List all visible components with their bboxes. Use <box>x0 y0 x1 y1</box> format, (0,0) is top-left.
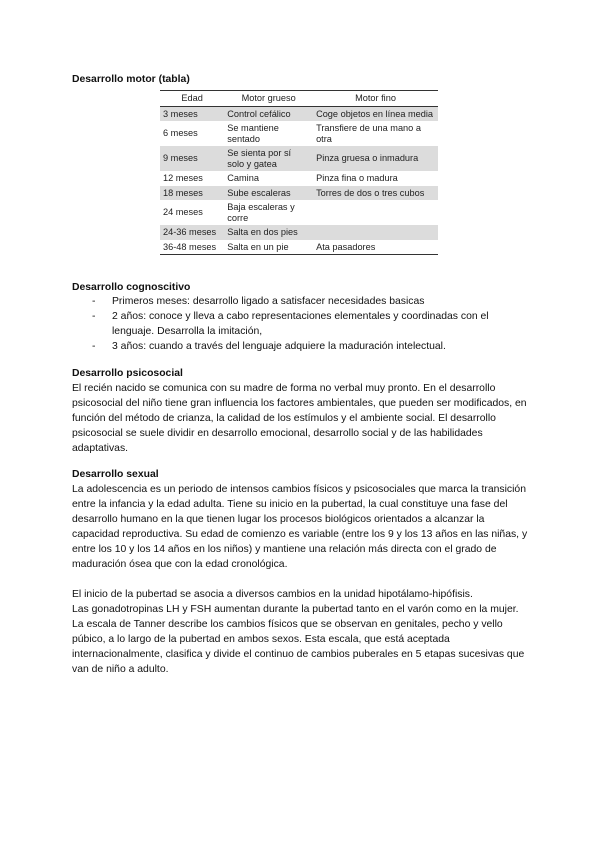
cell-grueso: Salta en un pie <box>224 240 313 255</box>
list-item: - 3 años: cuando a través del lenguaje adquiere la maduración intelectual. <box>92 339 522 354</box>
cell-edad: 9 meses <box>160 146 224 171</box>
cell-edad: 36-48 meses <box>160 240 224 255</box>
cell-edad: 12 meses <box>163 173 203 183</box>
table-row <box>160 121 438 146</box>
sexual-paragraph-2: El inicio de la pubertad se asocia a diversos cambios en la unidad hipotálamo-hipófisis. <box>72 589 473 600</box>
cell-grueso: Sube escaleras <box>224 186 313 201</box>
motor-development-table <box>160 90 438 255</box>
header-motor-fino: Motor fino <box>313 91 438 107</box>
table-row <box>160 186 438 201</box>
cell-edad: 24 meses <box>163 207 203 218</box>
cell-grueso: Se sienta por sí solo y gatea <box>224 146 313 171</box>
sexual-paragraph-3: Las gonadotropinas LH y FSH aumentan durante la pubertad tanto en el varón como en la mujer. <box>72 604 519 615</box>
cell-edad: 24-36 meses <box>160 225 224 240</box>
cell-grueso: Camina <box>227 173 259 183</box>
cell-fino: Pinza fina o madura <box>316 173 398 183</box>
table-row <box>160 146 438 171</box>
cell-fino: Transfiere de una mano a otra <box>316 123 421 144</box>
cognoscitivo-title: Desarrollo cognoscitivo <box>72 282 191 293</box>
table-row <box>160 106 438 121</box>
cell-edad: 3 meses <box>160 106 224 121</box>
table-row <box>160 171 438 186</box>
motor-development-table-wrap <box>160 90 438 255</box>
header-edad: Edad <box>160 91 224 107</box>
table-row <box>160 240 438 255</box>
psicosocial-paragraph: El recién nacido se comunica con su madre de forma no verbal muy pronto. En el desarrollo psicosocial del niño tiene gran influencia los factores ambientales, que pueden ser modificados, en función del método de crianza, la calidad de los estímulos y el ambiente social. El desarrollo psicosocial se suele dividir en desarrollo emocional, desarrollo social y de las habilidades adaptativas. <box>72 383 527 454</box>
table-row <box>160 200 438 225</box>
cell-grueso: Baja escaleras y corre <box>227 202 295 223</box>
psicosocial-title: Desarrollo psicosocial <box>72 368 183 379</box>
list-item: - 2 años: conoce y lleva a cabo representaciones elementales y coordinadas con el lenguaje. Desarrolla la imitación, <box>92 309 522 339</box>
motor-table-title: Desarrollo motor (tabla) <box>72 74 190 85</box>
cognoscitivo-list <box>92 294 522 354</box>
cell-grueso: Control cefálico <box>224 106 313 121</box>
table-row <box>160 225 438 240</box>
sexual-title: Desarrollo sexual <box>72 469 159 480</box>
header-motor-grueso: Motor grueso <box>224 91 313 107</box>
cell-fino: Pinza gruesa o inmadura <box>313 146 438 171</box>
psicosocial-text-wrap <box>72 381 532 456</box>
cell-edad: 18 meses <box>160 186 224 201</box>
cell-fino: Ata pasadores <box>313 240 438 255</box>
cell-fino <box>313 200 438 225</box>
cell-fino: Torres de dos o tres cubos <box>313 186 438 201</box>
cell-fino: Coge objetos en línea media <box>313 106 438 121</box>
cell-grueso: Salta en dos pies <box>224 225 313 240</box>
sexual-paragraph-1: La adolescencia es un periodo de intensos cambios físicos y psicosociales que marca la transición entre la infancia y la edad adulta. Tiene su inicio en la pubertad, la cual constituye una fase del desarrollo humano en la que tienen lugar los procesos biológicos orientados a alcanzar la capacidad reproductiva. Su edad de comienzo es variable (entre los 9 y los 13 años en las niñas, y entre los 10 y los 14 años en los niños) y mantiene una relación más directa con el grado de maduración ósea que con la edad cronológica. <box>72 484 528 570</box>
table-header-row <box>160 91 438 107</box>
sexual-text-wrap <box>72 482 532 677</box>
sexual-paragraph-4: La escala de Tanner describe los cambios físicos que se observan en genitales, pecho y vello púbico, a lo largo de la pubertad en ambos sexos. Esta escala, que está aceptada internacionalmente, clasifica y divide el continuo de cambios puberales en 5 etapas sucesivas que van de niño a adulto. <box>72 619 525 675</box>
list-item: - Primeros meses: desarrollo ligado a satisfacer necesidades basicas <box>92 294 522 309</box>
cell-fino <box>313 225 438 240</box>
cell-edad: 6 meses <box>163 128 198 139</box>
cell-grueso: Se mantiene sentado <box>227 123 279 144</box>
cognoscitivo-list-wrap <box>92 294 522 354</box>
